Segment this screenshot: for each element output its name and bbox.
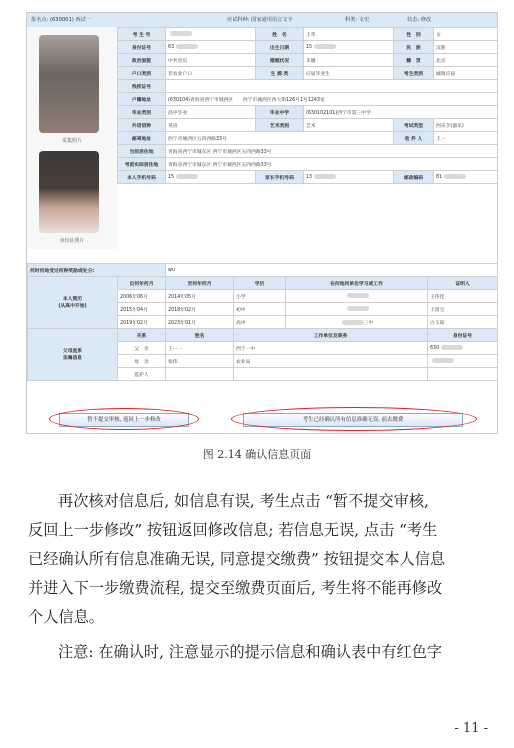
value-ethnic: 汉族 — [434, 41, 498, 54]
family-work: 西宁一中 — [234, 342, 428, 355]
label-ethnic: 民 族 — [394, 41, 434, 54]
resume-from: 2019年02月 — [118, 316, 166, 329]
label-language: 外语语种 — [118, 119, 166, 132]
button-bar — [27, 405, 497, 433]
highlight-oval-back — [49, 408, 199, 430]
confirm-info-screenshot — [26, 12, 498, 434]
family-relation: 监护人 — [118, 368, 166, 381]
status-label: 状态: 修改 — [407, 17, 432, 23]
label-student-type: 考生类别 — [394, 67, 434, 80]
value-exam-addr: 青海省西宁市城东区 西宁市城西区五四西路33号 — [166, 158, 498, 171]
value-mobile: 15 — [166, 171, 256, 184]
value-politics: 中共党员 — [166, 54, 256, 67]
resume-degree: 初中 — [234, 303, 286, 316]
resume-to: 2014年05月 — [166, 290, 234, 303]
body-line-6: 注意: 在确认时, 注意显示的提示信息和确认表中有红色字 — [58, 643, 443, 661]
resume-header-degree: 学历 — [234, 277, 286, 290]
header-bar — [27, 13, 497, 27]
resume-witness: 王留宝 — [428, 303, 498, 316]
label-mail-addr: 邮寄地址 — [118, 132, 166, 145]
label-exam-no: 考 生 号 — [118, 28, 166, 41]
highlight-oval-confirm — [231, 407, 477, 431]
label-gender: 性 别 — [394, 28, 434, 41]
value-id-card: 63 — [166, 41, 256, 54]
resume-place — [286, 290, 428, 303]
label-military: 残疾证号 — [118, 80, 166, 93]
label-id-card: 身份证号 — [118, 41, 166, 54]
family-header-name: 姓名 — [166, 329, 234, 342]
capture-photo-box — [27, 27, 117, 147]
value-grad-type: 高中毕业 — [166, 106, 256, 119]
label-politics: 政治面貌 — [118, 54, 166, 67]
label-receiver: 收 件 人 — [394, 132, 434, 145]
resume-header-witness: 证明人 — [428, 277, 498, 290]
family-id: 630 — [428, 342, 498, 355]
resume-place: 三中 — [286, 316, 428, 329]
body-line-2: 反回上一步修改” 按钮返回修改信息; 若信息无误, 点击 “考生 — [28, 521, 438, 539]
label-art-type: 艺术类别 — [256, 119, 304, 132]
value-grad-school: (630102101)西宁市第三中学 — [304, 106, 498, 119]
history-table — [27, 263, 498, 381]
label-exam-type: 考试类型 — [394, 119, 434, 132]
body-line-3: 已经确认所有信息准确无误, 同意提交缴费” 按钮提交本人信息 — [28, 550, 446, 568]
label-award: 何时何地受过何种奖励或处分: — [28, 264, 166, 277]
value-current-addr: 青海省西宁市城东区 西宁市城西区五四西路33号 — [166, 145, 498, 158]
value-postcode: 81 — [434, 171, 498, 184]
body-line-4: 并进入下一步缴费流程, 提交至缴费页面后, 考生将不能再修改 — [28, 579, 443, 597]
capture-photo — [39, 35, 99, 133]
category-label: 科类: 文史 — [345, 17, 370, 23]
exam-point-label: 报名点: (630001) 西试一 — [31, 17, 92, 23]
label-marital: 婚姻状况 — [256, 54, 304, 67]
resume-place — [286, 303, 428, 316]
family-relation: 父 亲 — [118, 342, 166, 355]
info-table — [117, 27, 498, 184]
label-hukou-type: 户口类别 — [118, 67, 166, 80]
value-art-type: 艺术 — [304, 119, 394, 132]
family-relation: 母 亲 — [118, 355, 166, 368]
resume-from: 2006年06月 — [118, 290, 166, 303]
id-photo — [39, 151, 99, 233]
value-gender: 女 — [434, 28, 498, 41]
value-language: 英语 — [166, 119, 256, 132]
label-current-addr: 当前居住地 — [118, 145, 166, 158]
value-military — [166, 80, 498, 93]
label-source: 生 源 类 — [256, 67, 304, 80]
label-hukou-addr: 户籍地址 — [118, 93, 166, 106]
value-marital: 未婚 — [304, 54, 394, 67]
value-award: wu — [166, 264, 498, 277]
family-name: 王一一 — [166, 342, 234, 355]
subject-label: 应试科种: 国家通用语言文字 — [227, 17, 293, 23]
value-receiver: 王一 — [434, 132, 498, 145]
family-header-work: 工作单位及职务 — [234, 329, 428, 342]
resume-to: 2023年01月 — [166, 316, 234, 329]
id-photo-caption: 身份证照片 — [59, 238, 85, 244]
capture-photo-caption: 采集照片 — [61, 138, 82, 144]
resume-header-place: 在何地何单位学习或工作 — [286, 277, 428, 290]
page-number: - 11 - — [454, 721, 488, 736]
resume-witness: 白玉琼 — [428, 316, 498, 329]
family-name — [166, 368, 234, 381]
back-modify-button[interactable]: 暂不提交审核, 返回上一步修改 — [59, 413, 189, 427]
label-birth: 出生日期 — [256, 41, 304, 54]
resume-section-label: 本人简历 (从高中开始) — [28, 277, 118, 329]
value-exam-type: 西乐手(器乐) — [434, 119, 498, 132]
family-work: 农业局 — [234, 355, 428, 368]
label-grad-school: 毕业中学 — [256, 106, 304, 119]
family-name: 张伟 — [166, 355, 234, 368]
confirm-pay-button[interactable]: 考生已经确认所有信息准确无误, 前去缴费 — [243, 413, 463, 427]
family-header-id: 身份证号 — [428, 329, 498, 342]
resume-header-from: 自何年何月 — [118, 277, 166, 290]
value-parent-mobile: 13 — [304, 171, 394, 184]
label-grad-type: 毕业类别 — [118, 106, 166, 119]
body-line-5: 个人信息。 — [28, 608, 104, 626]
family-header-relation: 关系 — [118, 329, 166, 342]
value-exam-no — [166, 28, 256, 41]
resume-degree: 小学 — [234, 290, 286, 303]
family-id — [428, 368, 498, 381]
resume-degree: 高中 — [234, 316, 286, 329]
value-source: 应届毕业生 — [304, 67, 394, 80]
resume-header-to: 至何年何月 — [166, 277, 234, 290]
family-section-label: 父母直系 亲属信息 — [28, 329, 118, 381]
label-name: 姓 名 — [256, 28, 304, 41]
family-id — [428, 355, 498, 368]
id-photo-box — [27, 147, 117, 249]
value-mail-addr: 西宁市城西区五四西路33号 — [166, 132, 394, 145]
family-work — [234, 368, 428, 381]
label-origin: 籍 贯 — [394, 54, 434, 67]
value-student-type: 城镇应届 — [434, 67, 498, 80]
label-exam-addr: 考前实际居住地 — [118, 158, 166, 171]
figure-caption: 图 2.14 确认信息页面 — [202, 448, 312, 461]
body-line-1: 再次核对信息后, 如信息有误, 考生点击 “暂不提交审核, — [58, 492, 429, 510]
value-birth: 15 — [304, 41, 394, 54]
value-origin: 北京 — [434, 54, 498, 67]
value-name: 王华 — [304, 28, 394, 41]
label-parent-mobile: 家长手机号码 — [256, 171, 304, 184]
value-hukou-type: 非农业户口 — [166, 67, 256, 80]
label-mobile: 本人手机号码 — [118, 171, 166, 184]
label-postcode: 邮政编码 — [394, 171, 434, 184]
value-hukou-addr: (630104)青海省西宁市城西区 西宁市城西区西大街126号1号1243室 — [166, 93, 498, 106]
resume-from: 2015年04月 — [118, 303, 166, 316]
resume-witness: 王伟佳 — [428, 290, 498, 303]
resume-to: 2018年02月 — [166, 303, 234, 316]
